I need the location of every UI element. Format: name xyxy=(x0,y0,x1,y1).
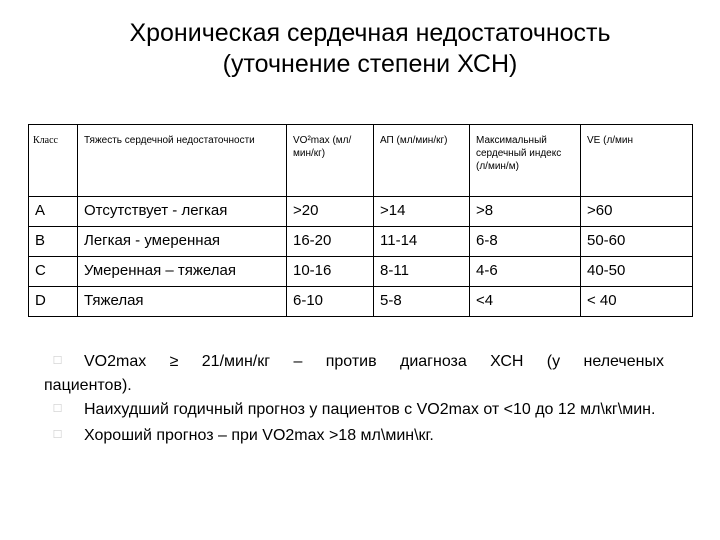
table-cell: 4-6 xyxy=(470,257,581,287)
table-cell: Умеренная – тяжелая xyxy=(78,257,287,287)
table-cell: Отсутствует - легкая xyxy=(78,197,287,227)
note-text-continued: пациентов). xyxy=(44,377,132,394)
square-bullet-icon: ☐ xyxy=(52,429,63,441)
square-bullet-icon: ☐ xyxy=(52,403,63,415)
table-cell: B xyxy=(29,227,78,257)
note-vo2max-diagnosis xyxy=(44,350,664,398)
table-cell: 5-8 xyxy=(374,287,470,317)
table-cell: >8 xyxy=(470,197,581,227)
square-bullet-icon: ☐ xyxy=(52,355,63,367)
note-text: VO2max ≥ 21/мин/кг – против диагноза ХСН (у нелеченых xyxy=(84,353,664,370)
table-cell: C xyxy=(29,257,78,287)
table-cell: 16-20 xyxy=(287,227,374,257)
header-class: Класс xyxy=(29,125,78,197)
header-ap: АП (мл/мин/кг) xyxy=(374,125,470,197)
table-row xyxy=(29,257,693,287)
header-ve: VE (л/мин xyxy=(581,125,693,197)
table-cell: 6-10 xyxy=(287,287,374,317)
note-text: Наихудший годичный прогноз у пациентов с VO2max от <10 до 12 мл\кг\мин. xyxy=(84,401,656,418)
table-cell: >14 xyxy=(374,197,470,227)
table-cell: 10-16 xyxy=(287,257,374,287)
slide-title xyxy=(60,18,680,80)
table-row xyxy=(29,287,693,317)
table-row xyxy=(29,227,693,257)
table-cell: <4 xyxy=(470,287,581,317)
chf-class-table xyxy=(28,124,693,317)
notes-list xyxy=(44,350,664,448)
header-severity: Тяжесть сердечной недостаточности xyxy=(78,125,287,197)
table-row xyxy=(29,197,693,227)
table-cell: < 40 xyxy=(581,287,693,317)
title-line-2: (уточнение степени ХСН) xyxy=(222,50,518,78)
header-max-cardiac-index: Максимальный сердечный индекс (л/мин/м) xyxy=(470,125,581,197)
table-cell: D xyxy=(29,287,78,317)
table-cell: >20 xyxy=(287,197,374,227)
table-cell: Легкая - умеренная xyxy=(78,227,287,257)
table-cell: >60 xyxy=(581,197,693,227)
table-cell: A xyxy=(29,197,78,227)
table-cell: 8-11 xyxy=(374,257,470,287)
header-vo2max: VO²max (мл/мин/кг) xyxy=(287,125,374,197)
table-cell: Тяжелая xyxy=(78,287,287,317)
table-cell: 6-8 xyxy=(470,227,581,257)
table-cell: 40-50 xyxy=(581,257,693,287)
note-text: Хороший прогноз – при VO2max >18 мл\мин\кг. xyxy=(84,427,434,444)
note-worst-prognosis xyxy=(44,398,664,422)
table-cell: 50-60 xyxy=(581,227,693,257)
table-header-row xyxy=(29,125,693,197)
note-good-prognosis xyxy=(44,424,664,448)
title-line-1: Хроническая сердечная недостаточность xyxy=(129,19,611,47)
table-cell: 11-14 xyxy=(374,227,470,257)
